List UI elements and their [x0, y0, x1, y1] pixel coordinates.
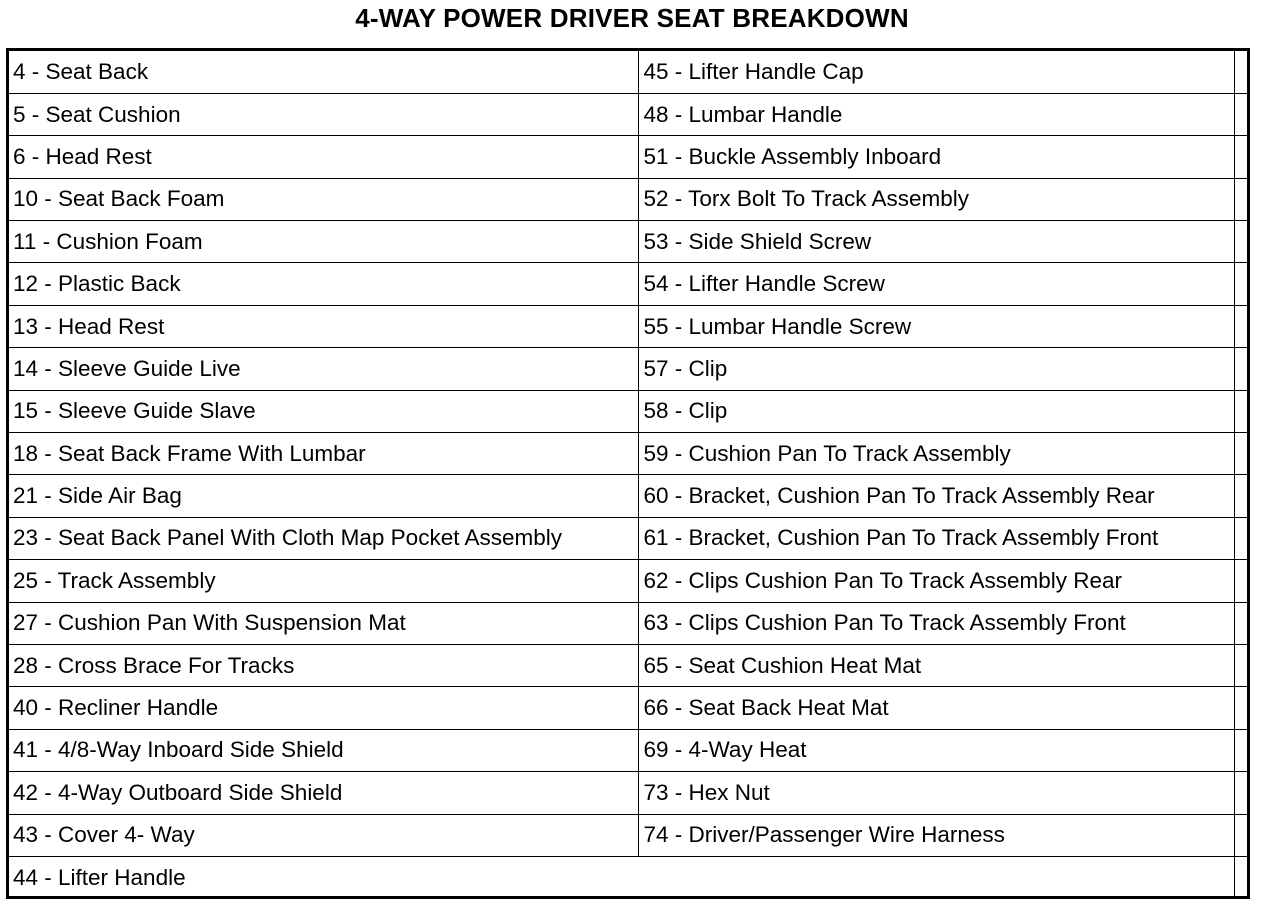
table-row — [9, 772, 1247, 814]
part-left: 6 - Head Rest — [9, 136, 638, 178]
part-right: 61 - Bracket, Cushion Pan To Track Assembly Front — [638, 517, 1234, 559]
table-row — [9, 93, 1247, 135]
table-row — [9, 51, 1247, 93]
part-right: 45 - Lifter Handle Cap — [638, 51, 1234, 93]
part-right: 69 - 4-Way Heat — [638, 729, 1234, 771]
part-left: 5 - Seat Cushion — [9, 93, 638, 135]
edge-cell — [1234, 136, 1247, 178]
part-left: 27 - Cushion Pan With Suspension Mat — [9, 602, 638, 644]
part-right: 65 - Seat Cushion Heat Mat — [638, 644, 1234, 686]
edge-cell — [1234, 178, 1247, 220]
page-title: 4-WAY POWER DRIVER SEAT BREAKDOWN — [355, 3, 909, 33]
part-right: 58 - Clip — [638, 390, 1234, 432]
table-row — [9, 602, 1247, 644]
part-left: 28 - Cross Brace For Tracks — [9, 644, 638, 686]
table-row — [9, 221, 1247, 263]
part-left: 43 - Cover 4- Way — [9, 814, 638, 856]
part-right: 66 - Seat Back Heat Mat — [638, 687, 1234, 729]
part-left: 21 - Side Air Bag — [9, 475, 638, 517]
edge-cell — [1234, 51, 1247, 93]
part-left: 14 - Sleeve Guide Live — [9, 348, 638, 390]
table-row — [9, 433, 1247, 475]
part-left: 40 - Recliner Handle — [9, 687, 638, 729]
part-right: 74 - Driver/Passenger Wire Harness — [638, 814, 1234, 856]
part-left: 25 - Track Assembly — [9, 560, 638, 602]
part-left: 41 - 4/8-Way Inboard Side Shield — [9, 729, 638, 771]
table-row — [9, 729, 1247, 771]
table-row — [9, 517, 1247, 559]
part-right: 73 - Hex Nut — [638, 772, 1234, 814]
edge-cell — [1234, 263, 1247, 305]
part-left: 15 - Sleeve Guide Slave — [9, 390, 638, 432]
table-row — [9, 136, 1247, 178]
edge-cell — [1234, 93, 1247, 135]
part-right: 53 - Side Shield Screw — [638, 221, 1234, 263]
part-right: 54 - Lifter Handle Screw — [638, 263, 1234, 305]
edge-cell — [1234, 390, 1247, 432]
edge-cell — [1234, 348, 1247, 390]
part-left: 44 - Lifter Handle — [9, 856, 1234, 898]
edge-cell — [1234, 687, 1247, 729]
edge-cell — [1234, 221, 1247, 263]
table-row — [9, 814, 1247, 856]
table-row — [9, 687, 1247, 729]
table-row — [9, 475, 1247, 517]
part-right: 51 - Buckle Assembly Inboard — [638, 136, 1234, 178]
table-row-last — [9, 856, 1247, 898]
table-row — [9, 178, 1247, 220]
edge-cell — [1234, 772, 1247, 814]
edge-cell — [1234, 475, 1247, 517]
edge-cell — [1234, 602, 1247, 644]
part-right: 63 - Clips Cushion Pan To Track Assembly Front — [638, 602, 1234, 644]
part-right: 48 - Lumbar Handle — [638, 93, 1234, 135]
parts-table — [6, 48, 1250, 899]
edge-cell — [1234, 729, 1247, 771]
parts-rows — [9, 51, 1247, 899]
part-right: 62 - Clips Cushion Pan To Track Assembly Rear — [638, 560, 1234, 602]
part-left: 18 - Seat Back Frame With Lumbar — [9, 433, 638, 475]
edge-cell — [1234, 433, 1247, 475]
part-left: 42 - 4-Way Outboard Side Shield — [9, 772, 638, 814]
part-right: 57 - Clip — [638, 348, 1234, 390]
part-left: 4 - Seat Back — [9, 51, 638, 93]
table-row — [9, 560, 1247, 602]
part-right: 55 - Lumbar Handle Screw — [638, 305, 1234, 347]
part-right: 52 - Torx Bolt To Track Assembly — [638, 178, 1234, 220]
table-row — [9, 390, 1247, 432]
part-right: 60 - Bracket, Cushion Pan To Track Assembly Rear — [638, 475, 1234, 517]
part-left: 12 - Plastic Back — [9, 263, 638, 305]
edge-cell — [1234, 305, 1247, 347]
part-left: 13 - Head Rest — [9, 305, 638, 347]
edge-cell — [1234, 856, 1247, 898]
part-right: 59 - Cushion Pan To Track Assembly — [638, 433, 1234, 475]
table-row — [9, 305, 1247, 347]
edge-cell — [1234, 517, 1247, 559]
edge-cell — [1234, 644, 1247, 686]
table-row — [9, 263, 1247, 305]
table-row — [9, 348, 1247, 390]
parts-grid — [9, 51, 1247, 899]
edge-cell — [1234, 560, 1247, 602]
edge-cell — [1234, 814, 1247, 856]
part-left: 11 - Cushion Foam — [9, 221, 638, 263]
table-row — [9, 644, 1247, 686]
part-left: 10 - Seat Back Foam — [9, 178, 638, 220]
part-left: 23 - Seat Back Panel With Cloth Map Pocket Assembly — [9, 517, 638, 559]
